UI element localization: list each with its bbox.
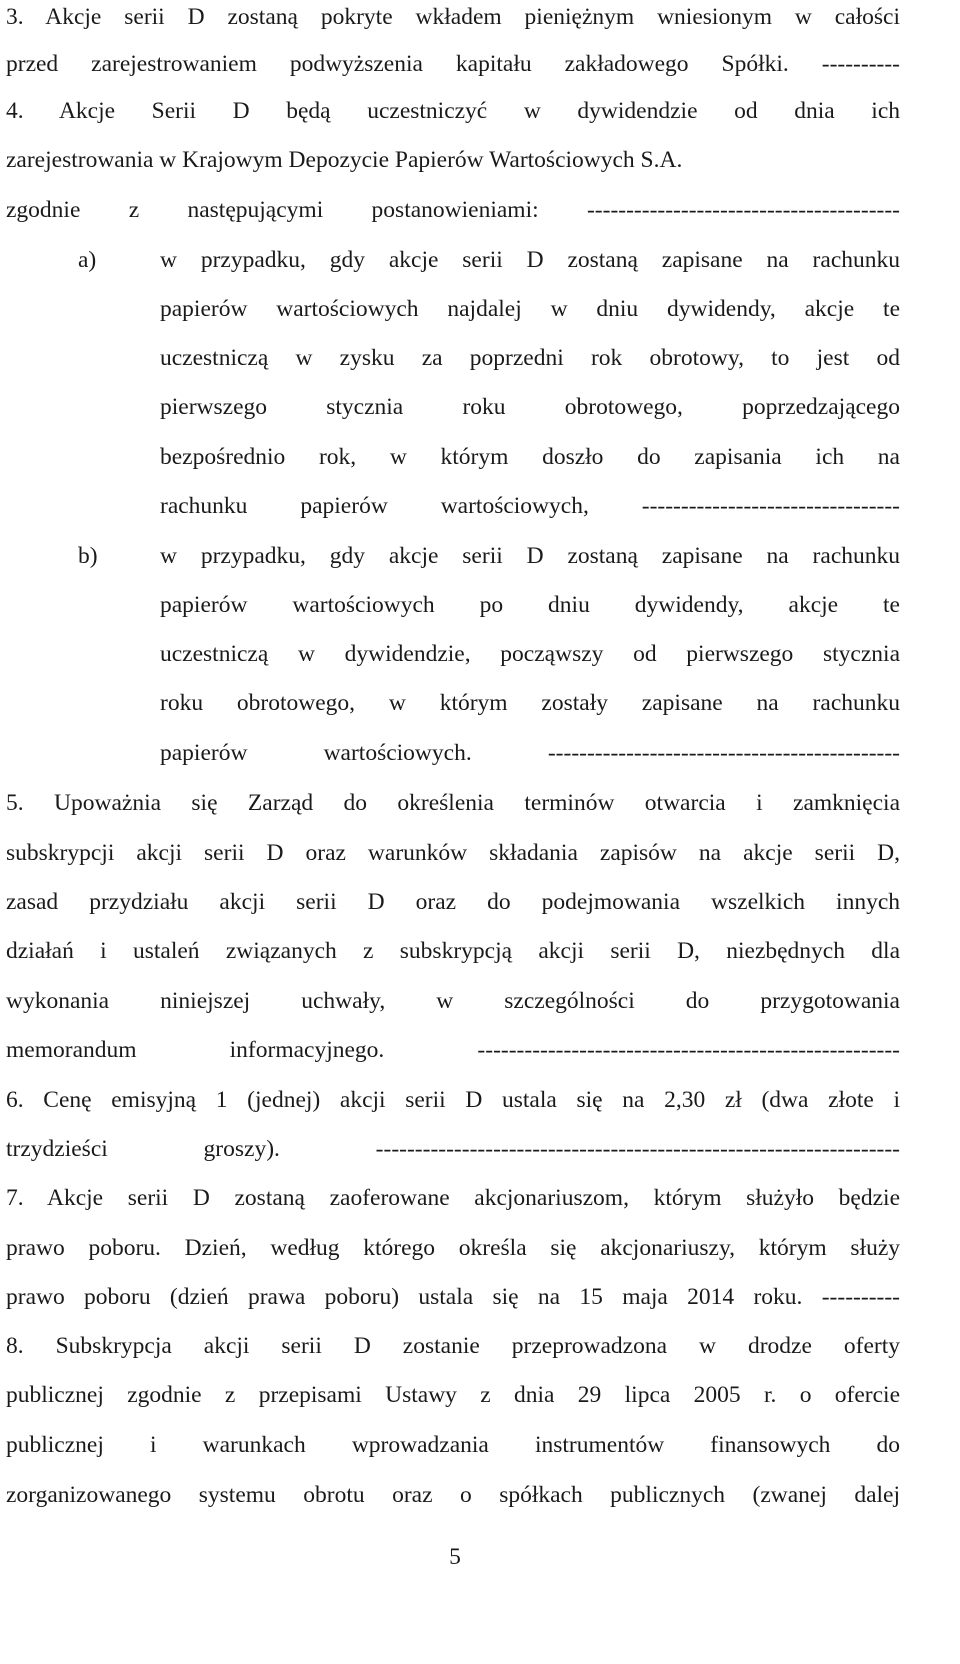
paragraph-4-line-2: zarejestrowania w Krajowym Depozycie Papierów Wartościowych S.A. — [6, 147, 683, 173]
item-b-line-4: roku obrotowego, w którym zostały zapisane na rachunku — [160, 690, 900, 716]
list-marker-b: b) — [78, 543, 98, 569]
paragraph-8-line-3: publicznej i warunkach wprowadzania instrumentów finansowych do — [6, 1432, 900, 1458]
paragraph-7-line-1: 7. Akcje serii D zostaną zaoferowane akcjonariuszom, którym służyło będzie — [6, 1185, 900, 1211]
item-a-line-6: rachunku papierów wartościowych, --------------------------------- — [160, 493, 900, 519]
paragraph-7-line-2: prawo poboru. Dzień, według którego określa się akcjonariuszy, którym służy — [6, 1235, 900, 1261]
paragraph-8-line-4: zorganizowanego systemu obrotu oraz o spółkach publicznych (zwanej dalej — [6, 1482, 900, 1508]
paragraph-3-line-1: 3. Akcje serii D zostaną pokryte wkładem pieniężnym wniesionym w całości — [6, 4, 900, 30]
paragraph-6-line-1: 6. Cenę emisyjną 1 (jednej) akcji serii D ustala się na 2,30 zł (dwa złote i — [6, 1087, 900, 1113]
paragraph-4-line-3: zgodnie z następującymi postanowieniami: ---------------------------------------- — [6, 197, 900, 223]
item-a-line-5: bezpośrednio rok, w którym doszło do zapisania ich na — [160, 444, 900, 470]
paragraph-7-line-3: prawo poboru (dzień prawa poboru) ustala się na 15 maja 2014 roku. ---------- — [6, 1284, 900, 1310]
paragraph-3-line-2: przed zarejestrowaniem podwyższenia kapitału zakładowego Spółki. ---------- — [6, 51, 900, 77]
item-b-line-3: uczestniczą w dywidendzie, począwszy od pierwszego stycznia — [160, 641, 900, 667]
item-b-line-5: papierów wartościowych. --------------------------------------------- — [160, 740, 900, 766]
item-a-line-1: w przypadku, gdy akcje serii D zostaną zapisane na rachunku — [160, 247, 900, 273]
paragraph-4-line-1: 4. Akcje Serii D będą uczestniczyć w dywidendzie od dnia ich — [6, 98, 900, 124]
item-b-line-1: w przypadku, gdy akcje serii D zostaną zapisane na rachunku — [160, 543, 900, 569]
paragraph-5-line-5: wykonania niniejszej uchwały, w szczególności do przygotowania — [6, 988, 900, 1014]
paragraph-8-line-1: 8. Subskrypcja akcji serii D zostanie przeprowadzona w drodze oferty — [6, 1333, 900, 1359]
page-number: 5 — [449, 1544, 461, 1570]
paragraph-8-line-2: publicznej zgodnie z przepisami Ustawy z dnia 29 lipca 2005 r. o ofercie — [6, 1382, 900, 1408]
paragraph-5-line-2: subskrypcji akcji serii D oraz warunków składania zapisów na akcje serii D, — [6, 840, 900, 866]
paragraph-5-line-6: memorandum informacyjnego. ------------------------------------------------------ — [6, 1037, 900, 1063]
paragraph-5-line-1: 5. Upoważnia się Zarząd do określenia terminów otwarcia i zamknięcia — [6, 790, 900, 816]
item-a-line-3: uczestniczą w zysku za poprzedni rok obrotowy, to jest od — [160, 345, 900, 371]
paragraph-6-line-2: trzydzieści groszy). ------------------------------------------------------------------- — [6, 1136, 900, 1162]
item-b-line-2: papierów wartościowych po dniu dywidendy, akcje te — [160, 592, 900, 618]
paragraph-5-line-4: działań i ustaleń związanych z subskrypcją akcji serii D, niezbędnych dla — [6, 938, 900, 964]
list-marker-a: a) — [78, 247, 97, 273]
item-a-line-4: pierwszego stycznia roku obrotowego, poprzedzającego — [160, 394, 900, 420]
paragraph-5-line-3: zasad przydziału akcji serii D oraz do podejmowania wszelkich innych — [6, 889, 900, 915]
item-a-line-2: papierów wartościowych najdalej w dniu dywidendy, akcje te — [160, 296, 900, 322]
